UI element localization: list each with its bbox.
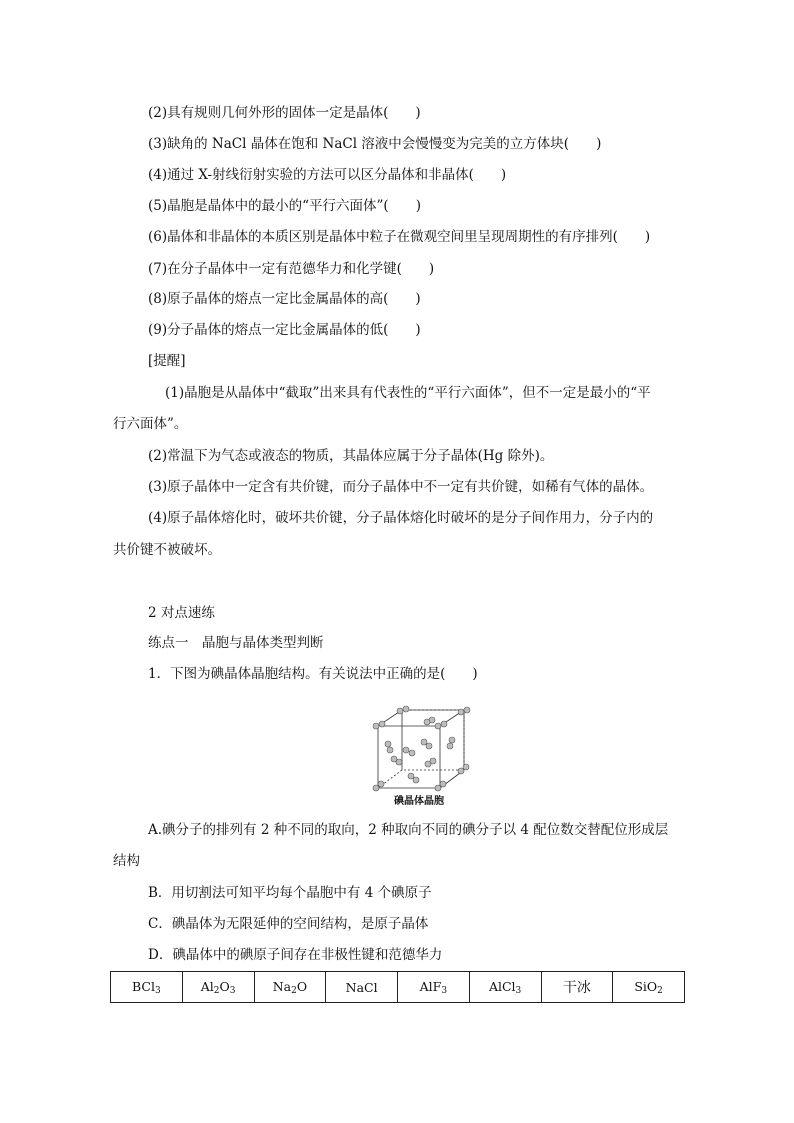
table-cell-alf3: AlF$_3$ <box>398 972 470 1003</box>
table-cell-al2o3: $Al_2O_3$ <box>182 972 254 1003</box>
table-cell-bcl3: BCl$_3$ <box>111 972 183 1003</box>
reminder-1b: 行六面体”。 <box>113 416 188 432</box>
table-cell-alcl3: AlCl$_3$ <box>469 972 541 1003</box>
table-cell-sio2: SiO$_2$ <box>613 972 685 1003</box>
option-d: D．碘晶体中的碘原子间存在非极性键和范德华力 <box>148 947 443 963</box>
statement-4: (4)通过 X-射线衍射实验的方法可以区分晶体和非晶体( ) <box>148 167 507 183</box>
question-stem: 1．下图为碘晶体晶胞结构。有关说法中正确的是( ) <box>148 666 478 682</box>
reminder-4a: (4)原子晶体熔化时，破坏共价键，分子晶体熔化时破坏的是分子间作用力，分子内的 <box>148 510 654 526</box>
option-a-line2: 结构 <box>113 853 140 869</box>
reminder-1a: (1)晶胞是从晶体中“截取”出来具有代表性的“平行六面体”，但不一定是最小的“平 <box>165 385 651 401</box>
table-cell-nacl: NaCl <box>326 972 398 1003</box>
reminder-3: (3)原子晶体中一定含有共价键，而分子晶体中不一定有共价键，如稀有气体的晶体。 <box>148 479 654 495</box>
iodine-unit-cell-figure <box>366 698 472 806</box>
statement-8: (8)原子晶体的熔点一定比金属晶体的高( ) <box>148 291 421 307</box>
figure-caption: 碘晶体晶胞 <box>394 796 444 807</box>
compound-table <box>110 971 685 1003</box>
section-title: 2 对点速练 <box>148 605 215 621</box>
option-c: C．碘晶体为无限延伸的空间结构，是原子晶体 <box>148 916 429 932</box>
section-subtitle: 练点一 晶胞与晶体类型判断 <box>148 635 324 651</box>
reminder-2: (2)常温下为气态或液态的物质，其晶体应属于分子晶体(Hg 除外)。 <box>148 448 554 464</box>
statement-2: (2)具有规则几何外形的固体一定是晶体( ) <box>148 105 421 121</box>
table-cell-dry-ice: 干冰 <box>541 972 613 1003</box>
option-a-line1: A.碘分子的排列有 2 种不同的取向，2 种取向不同的碘分子以 4 配位数交替配位形成层 <box>148 822 669 838</box>
table-cell-na2o: $Na_2O$ <box>254 972 326 1003</box>
statement-7: (7)在分子晶体中一定有范德华力和化学键( ) <box>148 261 435 277</box>
statement-9: (9)分子晶体的熔点一定比金属晶体的低( ) <box>148 322 421 338</box>
option-b: B．用切割法可知平均每个晶胞中有 4 个碘原子 <box>148 885 432 901</box>
statement-3: (3)缺角的 NaCl 晶体在饱和 NaCl 溶液中会慢慢变为完美的立方体块( ) <box>148 136 602 152</box>
statement-6: (6)晶体和非晶体的本质区别是晶体中粒子在微观空间里呈现周期性的有序排列( ) <box>148 229 651 245</box>
table-row <box>111 972 685 1003</box>
reminder-4b: 共价键不被破坏。 <box>113 542 221 558</box>
statement-5: (5)晶胞是晶体中的最小的“平行六面体”( ) <box>148 198 421 214</box>
reminder-label: [提醒] <box>148 353 186 369</box>
